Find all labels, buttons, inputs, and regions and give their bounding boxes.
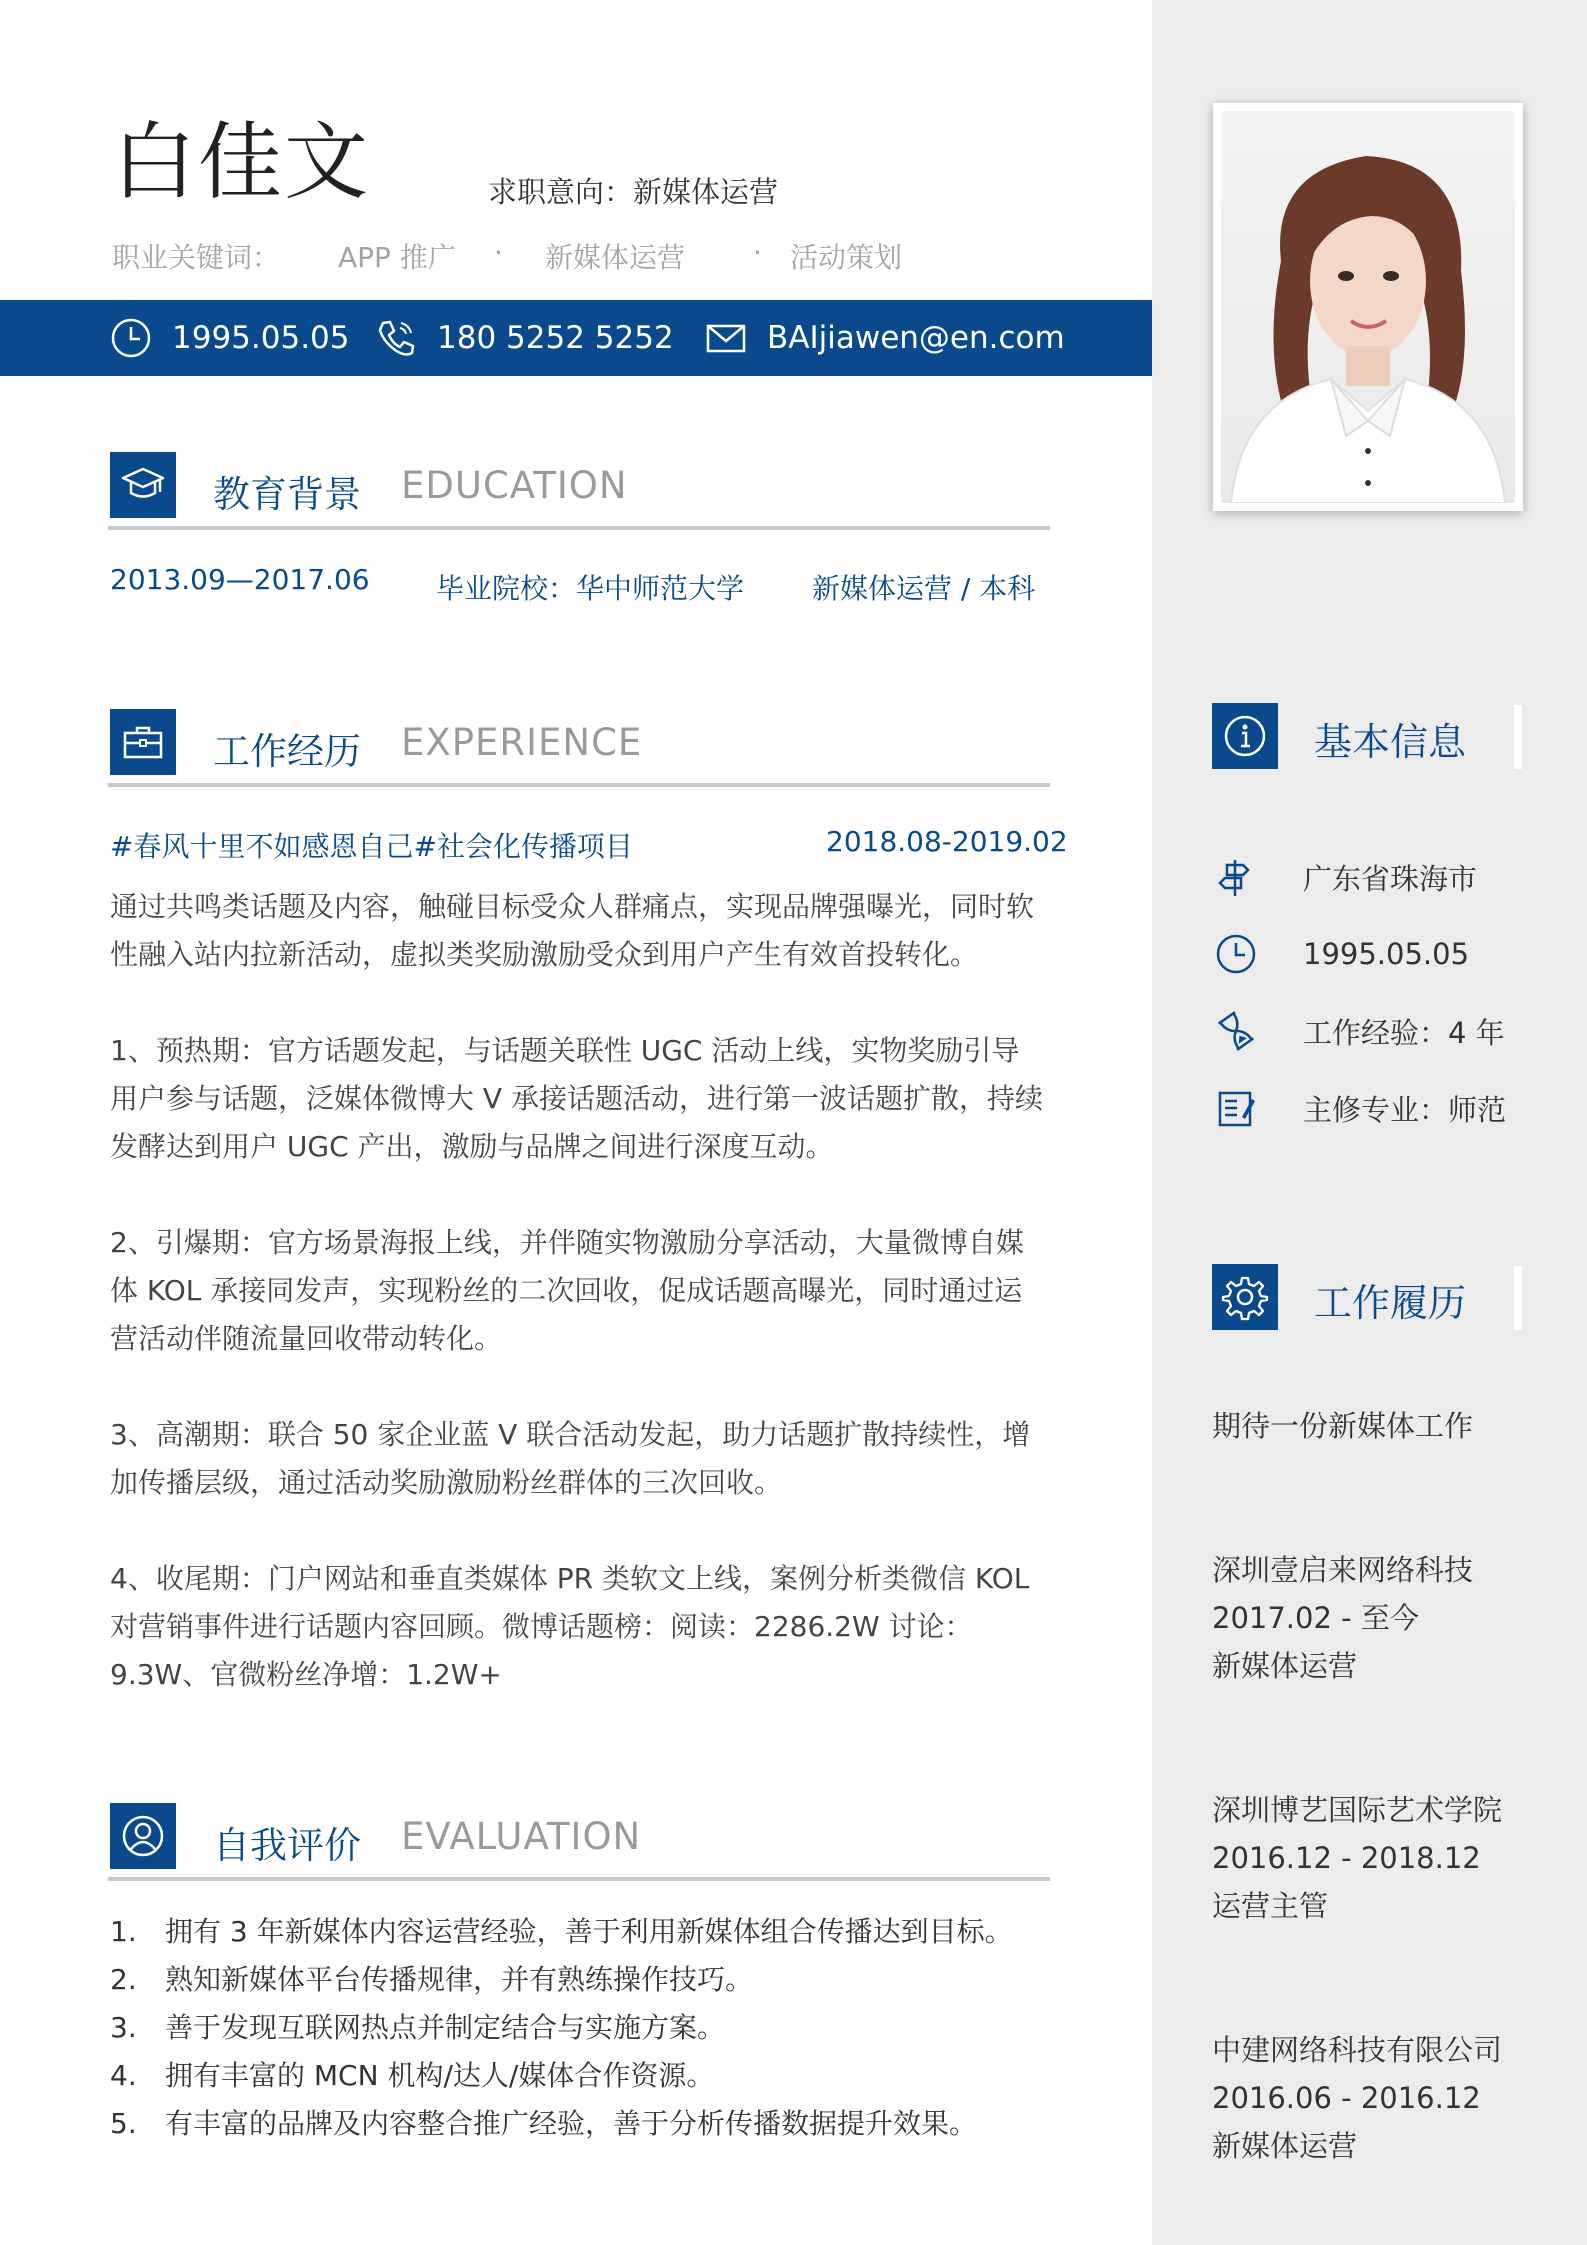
list-item-number: 2. xyxy=(110,1963,137,1996)
list-item xyxy=(110,1908,1013,1956)
list-item-text: 熟知新媒体平台传播规律，并有熟练操作技巧。 xyxy=(165,1963,754,1996)
education-section-header xyxy=(108,452,1050,532)
contact-email xyxy=(705,300,1065,376)
list-item xyxy=(110,2100,1013,2148)
contact-bar xyxy=(0,300,1152,376)
list-item xyxy=(110,2052,1013,2100)
list-item-number: 1. xyxy=(110,1915,137,1948)
contact-phone xyxy=(375,300,674,376)
work-history-entry xyxy=(1212,1786,1502,1930)
list-item-number: 3. xyxy=(110,2011,137,2044)
experience-title: 工作经历 xyxy=(213,730,361,773)
clock-icon xyxy=(1215,933,1257,975)
info-birthday-text: 1995.05.05 xyxy=(1303,937,1470,971)
user-icon xyxy=(110,1803,176,1869)
keyword-separator: · xyxy=(753,236,762,269)
info-major-text: 主修专业：师范 xyxy=(1303,1092,1507,1127)
list-item-number: 4. xyxy=(110,2059,137,2092)
keyword-item: 活动策划 xyxy=(790,241,903,274)
clock-icon xyxy=(110,317,152,359)
education-school: 毕业院校：华中师范大学 xyxy=(436,572,745,605)
experience-paragraph: 通过共鸣类话题及内容，触碰目标受众人群痛点，实现品牌强曝光，同时软性融入站内拉新活动，虚拟类奖励激励受众到用户产生有效首投转化。 xyxy=(110,890,1035,971)
basic-info-header xyxy=(1212,703,1522,771)
contact-birthday-text: 1995.05.05 xyxy=(172,320,350,356)
experience-title-en: EXPERIENCE xyxy=(401,721,643,764)
job-intent: 求职意向：新媒体运营 xyxy=(488,175,779,209)
evaluation-title: 自我评价 xyxy=(213,1824,361,1867)
education-period: 2013.09—2017.06 xyxy=(110,563,370,596)
work-history-intro: 期待一份新媒体工作 xyxy=(1212,1409,1474,1443)
job-company: 深圳壹启来网络科技 xyxy=(1212,1553,1474,1587)
keyword-item: 新媒体运营 xyxy=(545,241,686,274)
info-experience-text: 工作经验：4 年 xyxy=(1303,1015,1505,1050)
evaluation-title-en: EVALUATION xyxy=(401,1815,642,1858)
experience-period: 2018.08-2019.02 xyxy=(826,825,1068,858)
work-history-title: 工作履历 xyxy=(1314,1281,1467,1325)
experience-paragraph: 1、预热期：官方话题发起，与话题关联性 UGC 活动上线，实物奖励引导用户参与话题，泛媒体微博大 V 承接话题活动，进行第一波话题扩散，持续发酵达到用户 UGC 产出，激励与品牌之间进行深度互动。 xyxy=(110,1034,1043,1163)
list-item xyxy=(110,1956,1013,2004)
job-period: 2017.02 - 至今 xyxy=(1212,1601,1419,1635)
work-history-entry xyxy=(1212,2026,1502,2170)
experience-paragraph: 3、高潮期：联合 50 家企业蓝 V 联合活动发起，助力话题扩散持续性，增加传播层级，通过活动奖励激励粉丝群体的三次回收。 xyxy=(110,1418,1031,1499)
phone-icon xyxy=(375,317,417,359)
hourglass-icon xyxy=(1215,1010,1257,1052)
profile-photo xyxy=(1221,111,1515,503)
keywords-label: 职业关键词： xyxy=(112,241,281,274)
work-history-header xyxy=(1212,1264,1522,1332)
signpost-icon xyxy=(1215,856,1257,898)
education-major: 新媒体运营 / 本科 xyxy=(812,572,1036,605)
header-accent-bar xyxy=(1514,705,1522,769)
keyword-item: APP 推广 xyxy=(338,241,456,274)
info-location xyxy=(1215,852,1477,902)
section-divider xyxy=(108,783,1050,787)
section-divider xyxy=(108,526,1050,530)
basic-info-title: 基本信息 xyxy=(1314,720,1467,764)
job-company: 深圳博艺国际艺术学院 xyxy=(1212,1793,1503,1827)
work-history-entry xyxy=(1212,1546,1473,1690)
experience-description xyxy=(110,883,1045,1747)
list-item-text: 拥有丰富的 MCN 机构/达人/媒体合作资源。 xyxy=(165,2059,715,2092)
briefcase-icon xyxy=(110,709,176,775)
job-period: 2016.06 - 2016.12 xyxy=(1212,2081,1481,2115)
experience-paragraph: 2、引爆期：官方场景海报上线，并伴随实物激励分享活动，大量微博自媒体 KOL 承接同发声，实现粉丝的二次回收，促成话题高曝光，同时通过运营活动伴随流量回收带动转化。 xyxy=(110,1226,1024,1355)
list-item-text: 有丰富的品牌及内容整合推广经验，善于分析传播数据提升效果。 xyxy=(165,2107,978,2140)
candidate-name: 白佳文 xyxy=(112,113,371,211)
job-company: 中建网络科技有限公司 xyxy=(1212,2033,1503,2067)
contact-birthday xyxy=(110,300,350,376)
gear-icon xyxy=(1212,1264,1278,1330)
evaluation-list xyxy=(110,1908,1013,2148)
contact-phone-text: 180 5252 5252 xyxy=(437,320,674,356)
section-divider xyxy=(108,1877,1050,1881)
education-title-en: EDUCATION xyxy=(401,464,628,507)
list-item-text: 善于发现互联网热点并制定结合与实施方案。 xyxy=(165,2011,726,2044)
profile-photo-frame xyxy=(1213,103,1523,511)
job-role: 运营主管 xyxy=(1212,1889,1329,1923)
job-period: 2016.12 - 2018.12 xyxy=(1212,1841,1481,1875)
experience-paragraph: 4、收尾期：门户网站和垂直类媒体 PR 类软文上线，案例分析类微信 KOL 对营销事件进行话题内容回顾。微博话题榜：阅读：2286.2W 讨论：9.3W、官微粉丝净增：1.2W+ xyxy=(110,1562,1030,1691)
job-role: 新媒体运营 xyxy=(1212,2129,1358,2163)
job-role: 新媒体运营 xyxy=(1212,1649,1358,1683)
experience-section-header xyxy=(108,709,1050,789)
graduation-cap-icon xyxy=(110,452,176,518)
list-item-number: 5. xyxy=(110,2107,137,2140)
education-title: 教育背景 xyxy=(213,473,361,516)
evaluation-section-header xyxy=(108,1803,1050,1883)
info-experience xyxy=(1215,1006,1505,1056)
info-icon xyxy=(1212,703,1278,769)
info-major xyxy=(1215,1083,1506,1133)
list-item-text: 拥有 3 年新媒体内容运营经验，善于利用新媒体组合传播达到目标。 xyxy=(165,1915,1013,1948)
keyword-separator: · xyxy=(494,236,503,269)
portrait-illustration xyxy=(1221,111,1515,503)
notebook-icon xyxy=(1215,1087,1257,1129)
contact-email-text: BAIjiawen@en.com xyxy=(767,320,1065,356)
info-birthday xyxy=(1215,929,1469,979)
list-item xyxy=(110,2004,1013,2052)
header-accent-bar xyxy=(1514,1266,1522,1330)
info-location-text: 广东省珠海市 xyxy=(1303,861,1478,896)
mail-icon xyxy=(705,317,747,359)
experience-project-title: #春风十里不如感恩自己#社会化传播项目 xyxy=(110,830,633,863)
